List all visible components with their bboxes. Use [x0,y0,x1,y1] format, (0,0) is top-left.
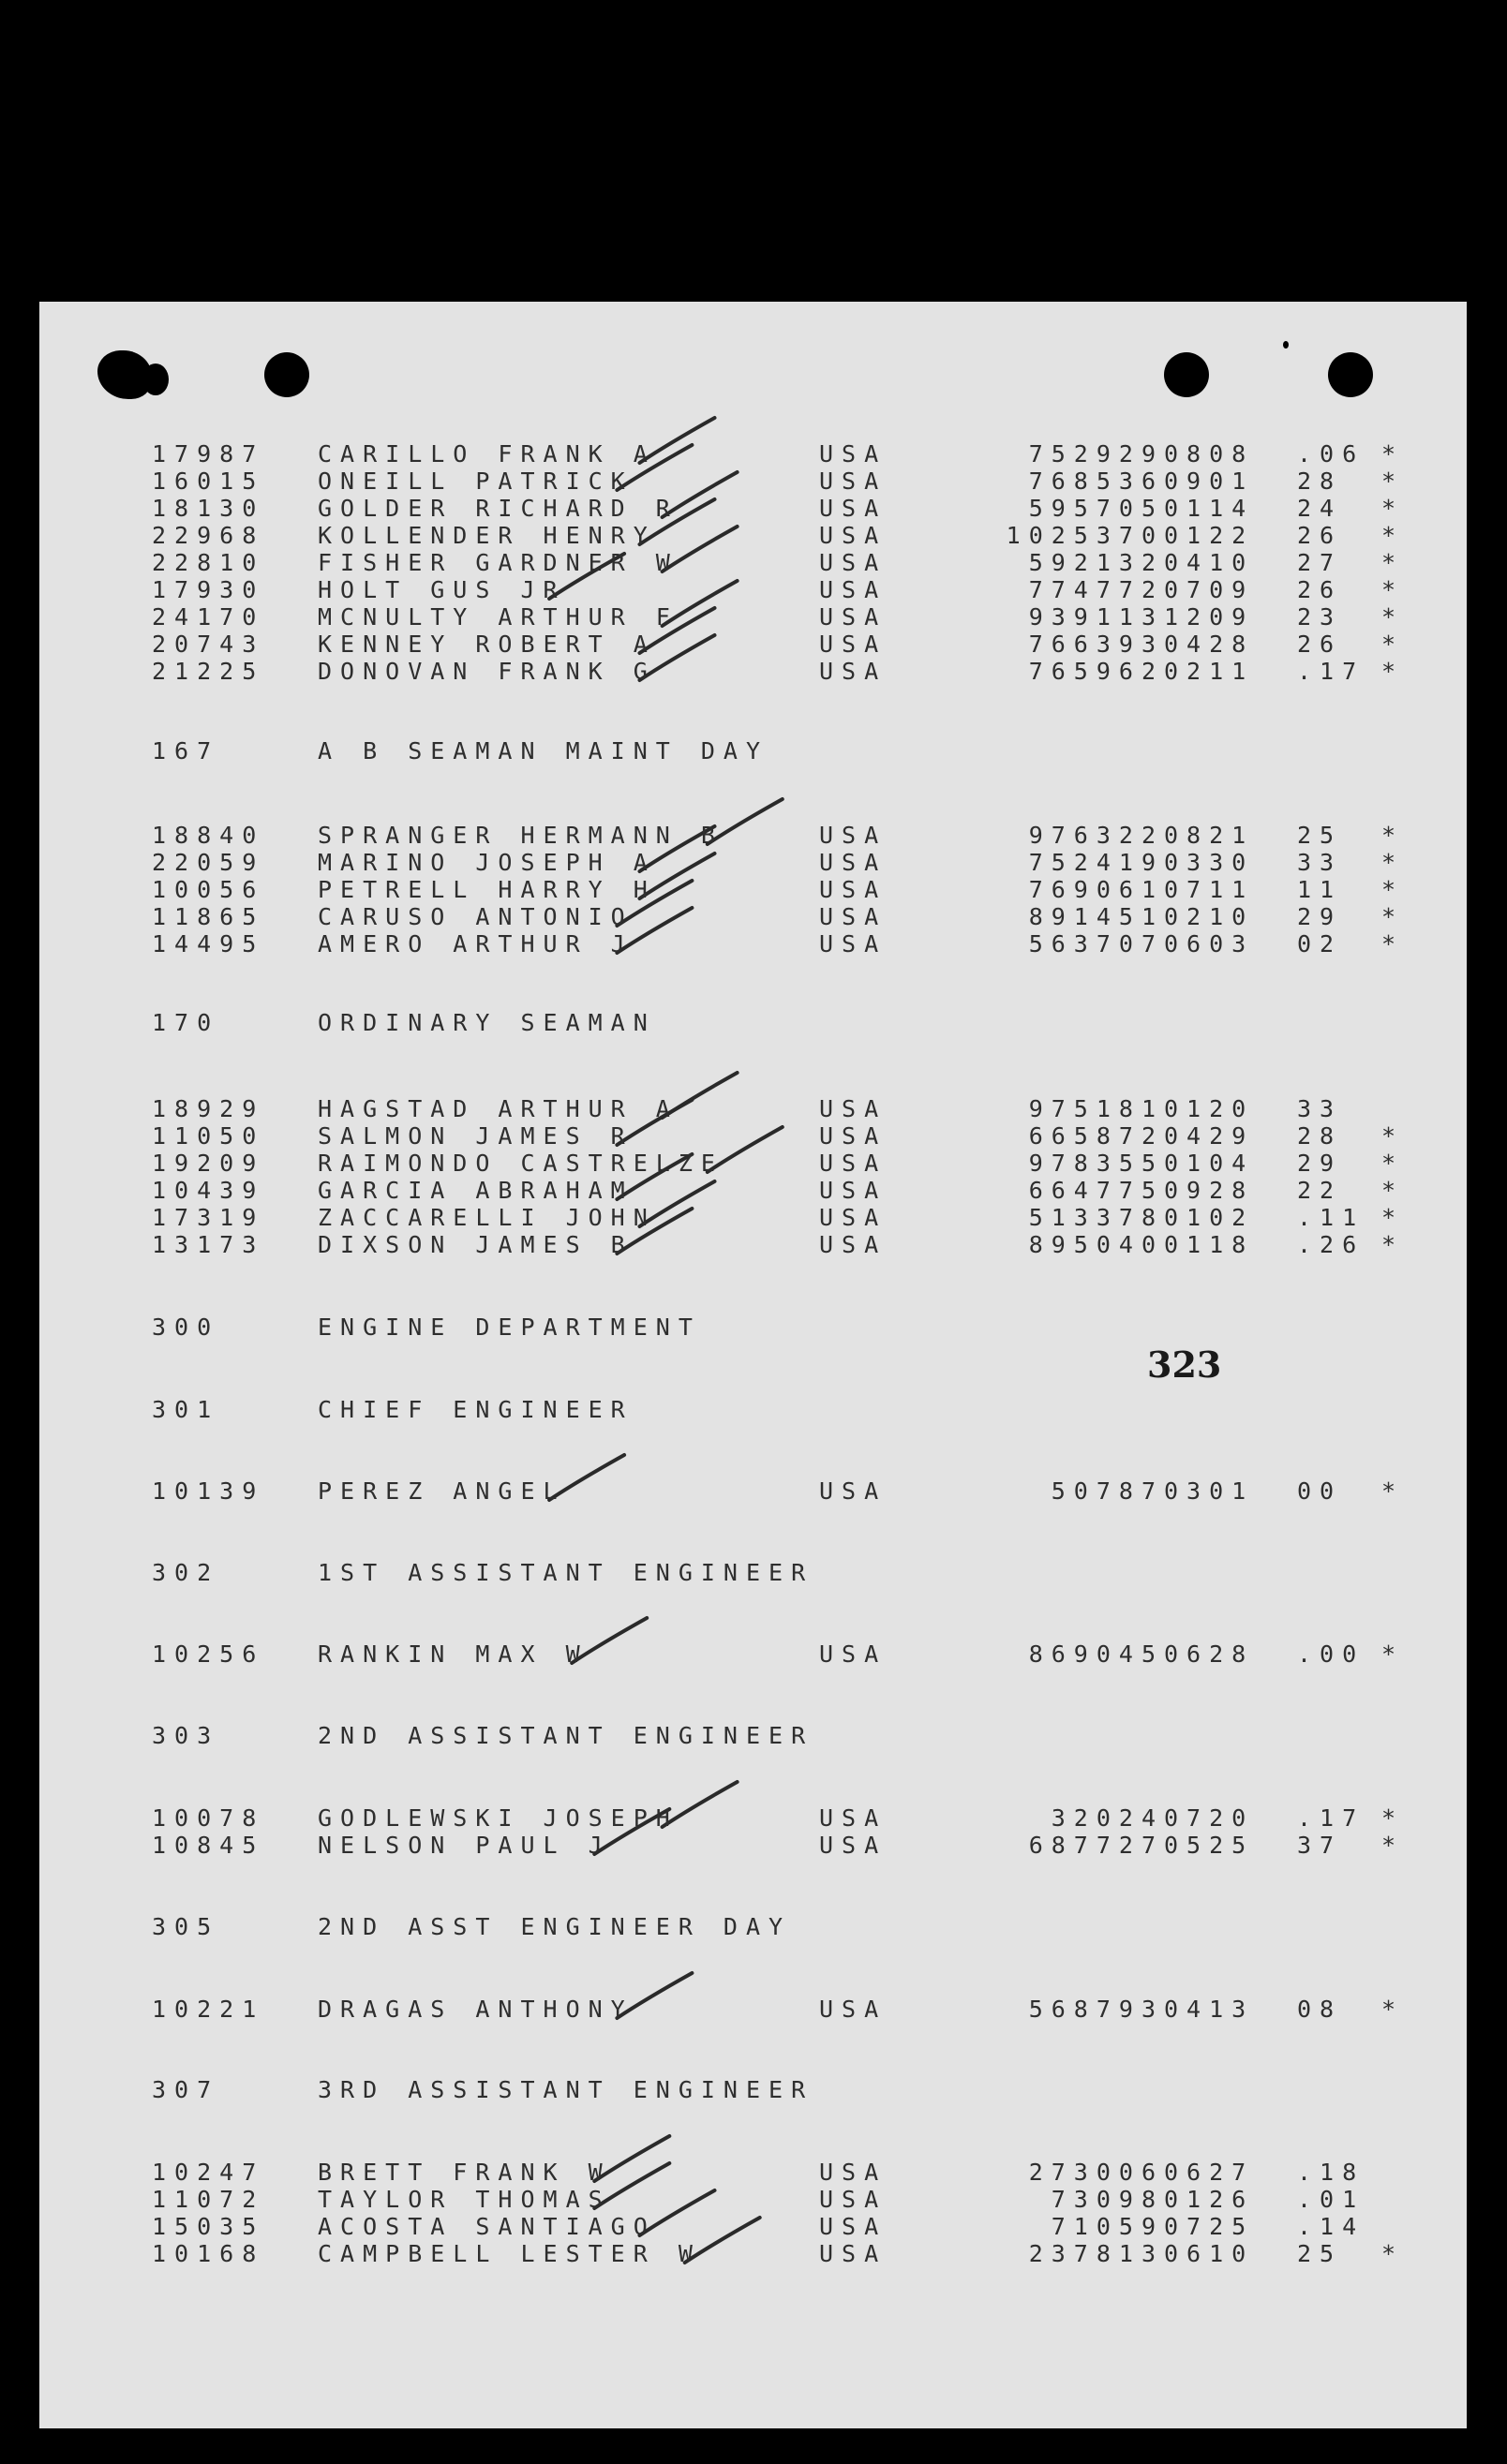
date-code: 0429 [1164,1122,1255,1150]
year-code: .06 [1297,440,1365,468]
year-code: .17 [1297,658,1365,685]
crew-id: 19209 [152,1150,265,1177]
crew-id: 21225 [152,658,265,685]
crew-row [39,1177,1467,1203]
crew-id: 24170 [152,603,265,631]
document-number: 939113 [1028,603,1164,631]
year-code: .14 [1297,2213,1365,2240]
date-code: 0301 [1164,1477,1255,1505]
asterisk-mark: * [1381,495,1405,522]
crew-row [39,822,1467,848]
year-code: 22 [1297,1177,1343,1204]
section-code: 307 [152,2076,220,2103]
document-number: 32024 [1051,1804,1164,1832]
asterisk-mark: * [1381,1996,1405,2023]
crew-name: ZACCARELLI JOHN [318,1204,656,1231]
nationality: USA [819,903,888,930]
asterisk-mark: * [1381,522,1405,549]
year-code: 25 [1297,822,1343,849]
crew-row [39,2240,1467,2266]
nationality: USA [819,1996,888,2023]
page-number-stamp: 323 [1147,1343,1222,1386]
crew-id: 10845 [152,1832,265,1859]
document-number: 592132 [1028,549,1164,576]
document-number: 237813 [1028,2240,1164,2267]
crew-row [39,903,1467,929]
asterisk-mark: * [1381,1150,1405,1177]
crew-row [39,440,1467,467]
year-code: .00 [1297,1640,1365,1668]
asterisk-mark: * [1381,1177,1405,1204]
nationality: USA [819,1477,888,1505]
date-code: 0413 [1164,1996,1255,2023]
crew-name: MARINO JOSEPH A [318,849,656,876]
section-code: 303 [152,1722,220,1749]
crew-name: BRETT FRANK W [318,2159,611,2186]
nationality: USA [819,1122,888,1150]
asterisk-mark: * [1381,903,1405,930]
year-code: 33 [1297,1095,1343,1122]
crew-row [39,1095,1467,1121]
year-code: 08 [1297,1996,1343,2023]
crew-name: PETRELL HARRY H [318,876,656,903]
nationality: USA [819,2159,888,2186]
crew-row [39,2186,1467,2212]
date-code: 0603 [1164,930,1255,957]
nationality: USA [819,522,888,549]
nationality: USA [819,468,888,495]
asterisk-mark: * [1381,1477,1405,1505]
date-code: 0709 [1164,576,1255,603]
year-code: .17 [1297,1804,1365,1832]
crew-name: DONOVAN FRANK G [318,658,656,685]
crew-name: SALMON JAMES R [318,1122,634,1150]
nationality: USA [819,549,888,576]
date-code: 0330 [1164,849,1255,876]
crew-name: CARILLO FRANK A [318,440,656,468]
asterisk-mark: * [1381,1640,1405,1668]
nationality: USA [819,1832,888,1859]
crew-id: 22810 [152,549,265,576]
nationality: USA [819,658,888,685]
year-code: 29 [1297,903,1343,930]
crew-id: 18130 [152,495,265,522]
section-code: 170 [152,1009,220,1036]
crew-row [39,2213,1467,2239]
asterisk-mark: * [1381,822,1405,849]
section-title: A B SEAMAN MAINT DAY [318,737,769,764]
year-code: 29 [1297,1150,1343,1177]
document-number: 976322 [1028,822,1164,849]
document-number: 752419 [1028,849,1164,876]
crew-name: RANKIN MAX W [318,1640,589,1668]
asterisk-mark: * [1381,849,1405,876]
crew-row [39,1150,1467,1176]
date-code: 0210 [1164,903,1255,930]
asterisk-mark: * [1381,1231,1405,1258]
nationality: USA [819,849,888,876]
year-code: 23 [1297,603,1343,631]
document-number: 50787 [1051,1477,1164,1505]
crew-name: GOLDER RICHARD R [318,495,679,522]
crew-name: KOLLENDER HENRY [318,522,656,549]
asterisk-mark: * [1381,549,1405,576]
document-number: 774772 [1028,576,1164,603]
crew-name: GODLEWSKI JOSEPH [318,1804,679,1832]
year-code: 28 [1297,1122,1343,1150]
year-code: 33 [1297,849,1343,876]
section-heading [39,1913,1467,1939]
date-code: 1209 [1164,603,1255,631]
crew-id: 22968 [152,522,265,549]
nationality: USA [819,576,888,603]
section-code: 301 [152,1396,220,1423]
year-code: .01 [1297,2186,1365,2213]
crew-id: 22059 [152,849,265,876]
year-code: 27 [1297,549,1343,576]
nationality: USA [819,1640,888,1668]
date-code: 0628 [1164,1640,1255,1668]
year-code: 26 [1297,522,1343,549]
crew-row [39,522,1467,548]
date-code: 0725 [1164,2213,1255,2240]
section-code: 167 [152,737,220,764]
year-code: 00 [1297,1477,1343,1505]
crew-row [39,1996,1467,2022]
section-heading [39,1722,1467,1748]
asterisk-mark: * [1381,468,1405,495]
crew-id: 20743 [152,631,265,658]
section-title: 1ST ASSISTANT ENGINEER [318,1559,814,1586]
document-number: 568793 [1028,1996,1164,2023]
document-number: 752929 [1028,440,1164,468]
year-code: 24 [1297,495,1343,522]
date-code: 0808 [1164,440,1255,468]
section-title: ORDINARY SEAMAN [318,1009,656,1036]
date-code: 0118 [1164,1231,1255,1258]
nationality: USA [819,1204,888,1231]
section-heading [39,1314,1467,1340]
crew-name: AMERO ARTHUR J [318,930,634,957]
crew-id: 10439 [152,1177,265,1204]
nationality: USA [819,2186,888,2213]
asterisk-mark: * [1381,603,1405,631]
crew-id: 14495 [152,930,265,957]
document-number: 1025370 [1006,522,1164,549]
date-code: 0525 [1164,1832,1255,1859]
crew-name: PEREZ ANGEL [318,1477,566,1505]
nationality: USA [819,1804,888,1832]
crew-id: 10247 [152,2159,265,2186]
crew-id: 13173 [152,1231,265,1258]
document-number: 664775 [1028,1177,1164,1204]
crew-id: 11072 [152,2186,265,2213]
document-number: 563707 [1028,930,1164,957]
crew-id: 10256 [152,1640,265,1668]
year-code: 25 [1297,2240,1343,2267]
date-code: 0102 [1164,1204,1255,1231]
section-title: CHIEF ENGINEER [318,1396,634,1423]
document-number: 665872 [1028,1122,1164,1150]
crew-list-page [39,302,1467,2428]
nationality: USA [819,440,888,468]
year-code: .26 [1297,1231,1365,1258]
crew-id: 10139 [152,1477,265,1505]
document-number: 768536 [1028,468,1164,495]
section-code: 302 [152,1559,220,1586]
crew-name: GARCIA ABRAHAM [318,1177,634,1204]
date-code: 0821 [1164,822,1255,849]
date-code: 0928 [1164,1177,1255,1204]
crew-name: RAIMONDO CASTRELZE [318,1150,724,1177]
year-code: 26 [1297,631,1343,658]
date-code: 0610 [1164,2240,1255,2267]
document-number: 975181 [1028,1095,1164,1122]
asterisk-mark: * [1381,1122,1405,1150]
crew-name: SPRANGER HERMANN B [318,822,724,849]
nationality: USA [819,495,888,522]
section-heading [39,2076,1467,2102]
date-code: 0627 [1164,2159,1255,2186]
crew-name: ACOSTA SANTIAGO [318,2213,656,2240]
crew-id: 15035 [152,2213,265,2240]
crew-row [39,1122,1467,1149]
nationality: USA [819,1150,888,1177]
crew-name: MCNULTY ARTHUR F [318,603,679,631]
asterisk-mark: * [1381,1804,1405,1832]
nationality: USA [819,631,888,658]
asterisk-mark: * [1381,440,1405,468]
document-number: 766393 [1028,631,1164,658]
crew-row [39,658,1467,684]
crew-id: 18840 [152,822,265,849]
date-code: 0901 [1164,468,1255,495]
date-code: 0410 [1164,549,1255,576]
crew-name: CAMPBELL LESTER W [318,2240,701,2267]
nationality: USA [819,1231,888,1258]
asterisk-mark: * [1381,930,1405,957]
document-number: 978355 [1028,1150,1164,1177]
asterisk-mark: * [1381,1832,1405,1859]
section-title: ENGINE DEPARTMENT [318,1314,701,1341]
crew-name: FISHER GARDNER W [318,549,679,576]
crew-row [39,603,1467,630]
crew-id: 16015 [152,468,265,495]
crew-name: KENNEY ROBERT A [318,631,656,658]
asterisk-mark: * [1381,631,1405,658]
nationality: USA [819,930,888,957]
year-code: 28 [1297,468,1343,495]
crew-id: 10221 [152,1996,265,2023]
year-code: 37 [1297,1832,1343,1859]
crew-row [39,576,1467,602]
year-code: 02 [1297,930,1343,957]
asterisk-mark: * [1381,576,1405,603]
document-number: 273006 [1028,2159,1164,2186]
date-code: 0104 [1164,1150,1255,1177]
crew-id: 17987 [152,440,265,468]
crew-row [39,1832,1467,1858]
crew-row [39,468,1467,494]
crew-name: HOLT GUS JR [318,576,566,603]
crew-row [39,495,1467,521]
document-number: 765962 [1028,658,1164,685]
section-heading [39,737,1467,764]
nationality: USA [819,876,888,903]
crew-name: DRAGAS ANTHONY [318,1996,634,2023]
date-code: 0126 [1164,2186,1255,2213]
crew-row [39,549,1467,575]
crew-row [39,849,1467,875]
asterisk-mark: * [1381,1204,1405,1231]
crew-id: 17930 [152,576,265,603]
asterisk-mark: * [1381,876,1405,903]
section-heading [39,1009,1467,1035]
date-code: 0120 [1164,1095,1255,1122]
document-number: 513378 [1028,1204,1164,1231]
nationality: USA [819,822,888,849]
crew-row [39,631,1467,657]
document-number: 895040 [1028,1231,1164,1258]
year-code: 11 [1297,876,1343,903]
crew-row [39,876,1467,902]
crew-row [39,930,1467,957]
nationality: USA [819,1177,888,1204]
nationality: USA [819,1095,888,1122]
document-number: 769061 [1028,876,1164,903]
crew-id: 10078 [152,1804,265,1832]
crew-name: HAGSTAD ARTHUR A [318,1095,679,1122]
document-number: 595705 [1028,495,1164,522]
date-code: 0720 [1164,1804,1255,1832]
date-code: 0114 [1164,495,1255,522]
section-title: 2ND ASSISTANT ENGINEER [318,1722,814,1749]
crew-name: DIXSON JAMES B [318,1231,634,1258]
crew-name: NELSON PAUL J [318,1832,611,1859]
crew-row [39,1477,1467,1504]
section-heading [39,1559,1467,1585]
crew-row [39,1804,1467,1831]
crew-name: ONEILL PATRICK [318,468,634,495]
crew-id: 17319 [152,1204,265,1231]
nationality: USA [819,2240,888,2267]
crew-row [39,1204,1467,1230]
document-number: 73098 [1051,2186,1164,2213]
crew-row [39,1231,1467,1257]
nationality: USA [819,2213,888,2240]
nationality: USA [819,603,888,631]
section-code: 300 [152,1314,220,1341]
document-number: 869045 [1028,1640,1164,1668]
crew-row [39,2159,1467,2185]
date-code: 0122 [1164,522,1255,549]
asterisk-mark: * [1381,2240,1405,2267]
section-code: 305 [152,1913,220,1940]
date-code: 0211 [1164,658,1255,685]
document-number: 891451 [1028,903,1164,930]
document-number: 687727 [1028,1832,1164,1859]
section-heading [39,1396,1467,1422]
year-code: 26 [1297,576,1343,603]
crew-id: 18929 [152,1095,265,1122]
section-title: 2ND ASST ENGINEER DAY [318,1913,792,1940]
crew-id: 11865 [152,903,265,930]
crew-id: 10056 [152,876,265,903]
year-code: .11 [1297,1204,1365,1231]
section-title: 3RD ASSISTANT ENGINEER [318,2076,814,2103]
asterisk-mark: * [1381,658,1405,685]
crew-id: 11050 [152,1122,265,1150]
crew-name: TAYLOR THOMAS [318,2186,611,2213]
document-number: 71059 [1051,2213,1164,2240]
year-code: .18 [1297,2159,1365,2186]
crew-id: 10168 [152,2240,265,2267]
date-code: 0428 [1164,631,1255,658]
crew-name: CARUSO ANTONIO [318,903,634,930]
crew-row [39,1640,1467,1667]
date-code: 0711 [1164,876,1255,903]
